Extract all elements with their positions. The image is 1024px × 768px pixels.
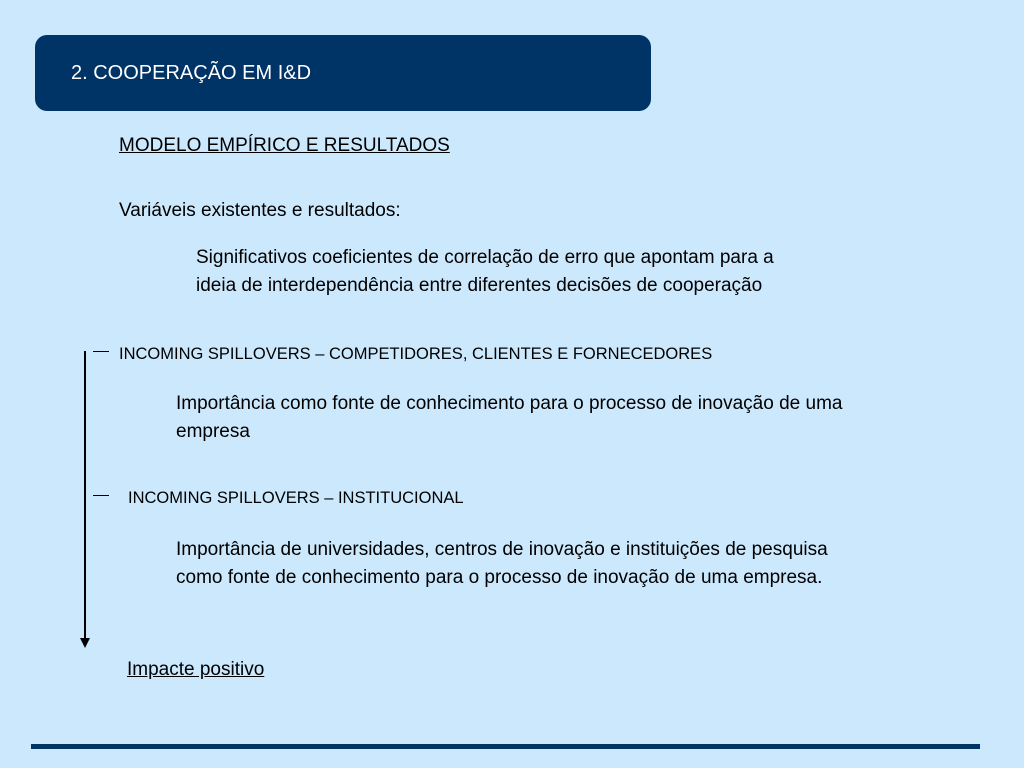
dash-marker — [93, 351, 109, 352]
variables-result-line-2: ideia de interdependência entre diferentes decisões de cooperação — [196, 275, 763, 296]
down-arrow-shaft — [84, 351, 86, 639]
title-banner — [35, 35, 651, 111]
variables-result-line-1: Significativos coeficientes de correlação de erro que apontam para a — [196, 247, 774, 268]
item-description-institutional-line-1: Importância de universidades, centros de inovação e instituições de pesquisa — [176, 539, 828, 560]
conclusion-text: Impacte positivo — [127, 659, 265, 680]
item-description-competitors-line-2: empresa — [176, 421, 250, 442]
item-title-institutional: INCOMING SPILLOVERS – INSTITUCIONAL — [128, 489, 464, 507]
dash-marker — [93, 495, 109, 496]
section-heading: MODELO EMPÍRICO E RESULTADOS — [119, 135, 450, 156]
variables-label: Variáveis existentes e resultados: — [119, 200, 401, 221]
slide-title: 2. COOPERAÇÃO EM I&D — [71, 62, 312, 84]
item-description-institutional-line-2: como fonte de conhecimento para o processo de inovação de uma empresa. — [176, 567, 823, 588]
down-arrow-icon — [80, 638, 90, 648]
bottom-rule — [31, 744, 980, 749]
item-description-competitors-line-1: Importância como fonte de conhecimento para o processo de inovação de uma — [176, 393, 843, 414]
item-title-competitors: INCOMING SPILLOVERS – COMPETIDORES, CLIENTES E FORNECEDORES — [119, 345, 713, 363]
